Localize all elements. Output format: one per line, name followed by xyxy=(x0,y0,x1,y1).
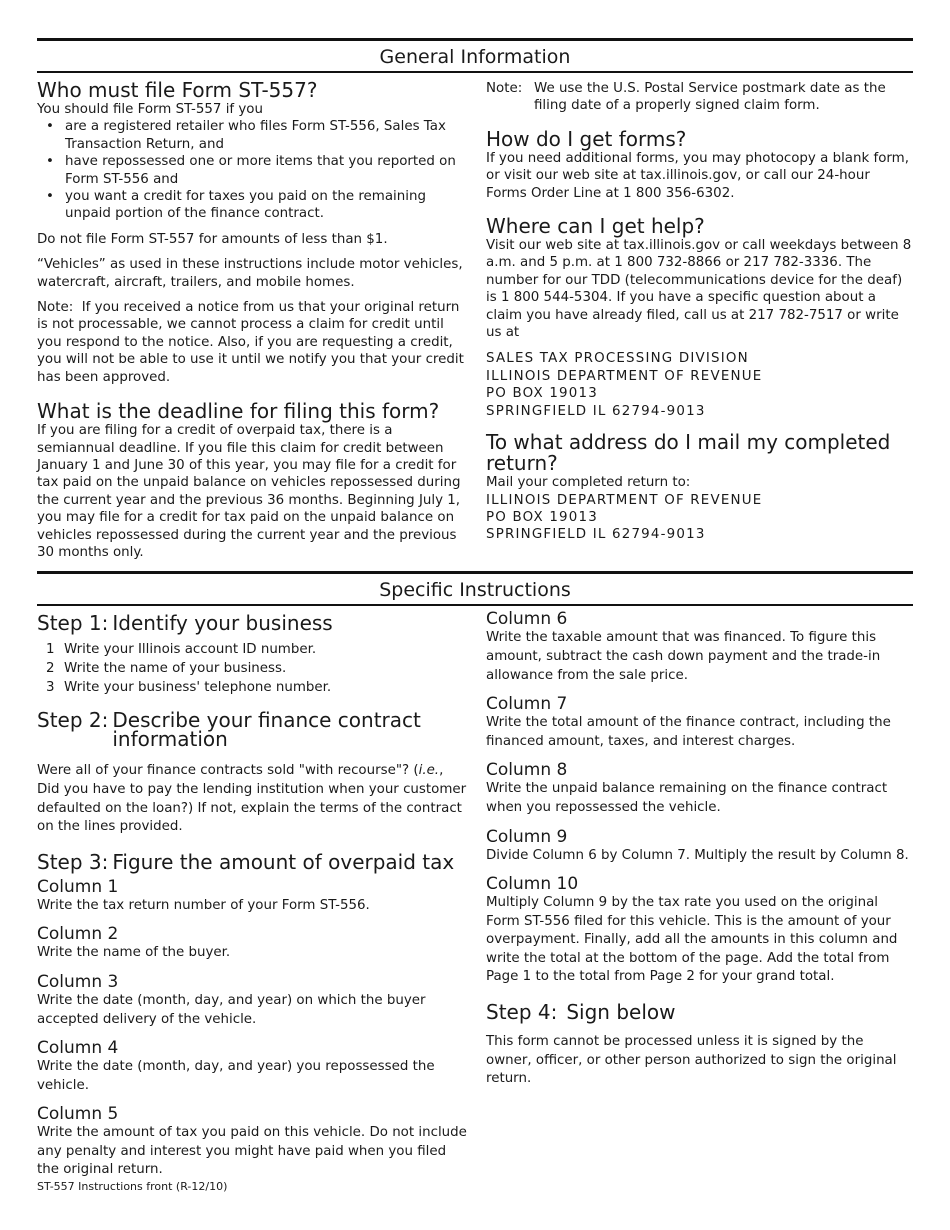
note-text: If you received a notice from us that your original return is not processable, we cannot process a claim for credit until you respond to the notice. Also, if you are requesting a credit, you will not be able to use it until we notify you that your credit has been approved. xyxy=(37,300,464,385)
column-heading: Column 5 xyxy=(37,1104,119,1125)
step4-heading xyxy=(486,1001,913,1023)
step2-ie: i.e. xyxy=(418,763,440,779)
column-instruction xyxy=(37,1038,467,1095)
column-text: Write the unpaid balance remaining on the finance contract when you repossessed the vehicle. xyxy=(486,781,888,815)
item-number: 1 xyxy=(46,642,55,658)
column-text: Write the date (month, day, and year) on which the buyer accepted delivery of the vehicle. xyxy=(37,992,426,1027)
column-text: Write the date (month, day, and year) you repossessed the vehicle. xyxy=(37,1059,435,1093)
specific-columns xyxy=(37,609,913,1180)
column-heading: Column 9 xyxy=(486,826,568,847)
item-text: Write your business' telephone number. xyxy=(64,680,332,696)
who-must-file-heading: Who must file Form ST-557? xyxy=(37,78,318,102)
get-forms-text: If you need additional forms, you may photocopy a blank form, or visit our web site at tax.illinois.gov, or call our 24-hour Forms Order Line at 1 800 356-6302. xyxy=(486,150,909,201)
column-text: Multiply Column 9 by the tax rate you used on the original Form ST-556 filed for this vehicle. This is the amount of your overpayment. Finally, add all the amounts in this column and write the total at the bottom of the page. Add the total from Page 1 to the total from Page 2 for your grand total. xyxy=(486,895,898,985)
step2-text-b: , Did you have to pay the lending institution when your customer defaulted on the loan?) If not, explain the terms of the contract on the lines provided. xyxy=(37,763,467,835)
list-item xyxy=(37,640,467,659)
address-line: ILLINOIS DEPARTMENT OF REVENUE xyxy=(486,492,763,508)
list-item xyxy=(37,678,467,697)
column-heading: Column 8 xyxy=(486,760,568,781)
column-instruction xyxy=(486,874,913,987)
step1-heading xyxy=(37,612,467,634)
note-label: Note: xyxy=(37,300,74,316)
address-line: SALES TAX PROCESSING DIVISION xyxy=(486,351,749,367)
step2-text-a: Were all of your finance contracts sold "with recourse"? ( xyxy=(37,763,419,779)
column-text: Write the tax return number of your Form ST-556. xyxy=(37,897,370,913)
notice-note xyxy=(37,299,467,386)
column-instruction xyxy=(486,760,913,817)
column-text: Write the amount of tax you paid on this vehicle. Do not include any penalty and interest you might have paid when you filed the original return. xyxy=(37,1125,467,1178)
step2-title: Describe your finance contract information xyxy=(112,708,421,752)
item-number: 2 xyxy=(46,661,55,677)
column-heading: Column 7 xyxy=(486,694,568,715)
do-not-emphasis: Do not xyxy=(37,231,82,247)
general-columns xyxy=(37,77,913,561)
step4-text: This form cannot be processed unless it is signed by the owner, officer, or other person authorized to sign the original return. xyxy=(486,1034,897,1087)
general-information-header: General Information xyxy=(37,38,913,73)
list-item: • have repossessed one or more items that you reported on Form ST-556 and xyxy=(37,153,467,188)
step4-key: Step 4: xyxy=(486,1000,558,1025)
deadline-heading: What is the deadline for filing this form? xyxy=(37,399,440,424)
column-instruction xyxy=(486,609,913,685)
column-instruction xyxy=(486,694,913,751)
step1-list xyxy=(37,640,467,697)
column-heading: Column 3 xyxy=(37,971,119,992)
column-instruction xyxy=(37,877,467,916)
postmark-note-text: We use the U.S. Postal Service postmark date as the filing date of a properly signed claim form. xyxy=(534,81,886,114)
step3-key: Step 3: xyxy=(37,849,109,874)
document-page xyxy=(37,38,913,1180)
address-line: SPRINGFIELD IL 62794-9013 xyxy=(486,527,706,543)
get-help-text: Visit our web site at tax.illinois.gov or call weekdays between 8 a.m. and 5 p.m. at 1 800 732-8866 or 217 782-3336. The number for our TDD (telecommunications device for the deaf) is 1 800 544-5304. If you have a specific question about a claim you have already filed, call us at 217 782-7517 or write us at xyxy=(486,238,912,341)
mail-intro: Mail your completed return to: xyxy=(486,475,691,491)
who-bullet-list xyxy=(37,118,467,222)
column-instruction xyxy=(486,827,913,866)
column-heading: Column 2 xyxy=(37,924,119,945)
who-intro: You should file Form ST-557 if you xyxy=(37,102,263,117)
step2-key: Step 2: xyxy=(37,708,109,733)
column-heading: Column 10 xyxy=(486,874,579,895)
do-not-file-text xyxy=(37,231,467,248)
step1-title: Identify your business xyxy=(112,611,333,636)
specific-left-column xyxy=(37,609,467,1180)
deadline-text: If you are filing for a credit of overpaid tax, there is a semiannual deadline. If you file this claim for credit between January 1 and June 30 of this year, you may file for a credit for tax paid on the unpaid balance on vehicles repossessed during the current year and the previous 36 months. Beginning July 1, you may file for a credit for tax paid on the unpaid balance on vehicles repossessed during the current year and the previous 30 months only. xyxy=(37,423,461,560)
general-left-column xyxy=(37,77,467,561)
column-text: Divide Column 6 by Column 7. Multiply the result by Column 8. xyxy=(486,847,909,863)
column-instruction xyxy=(37,924,467,963)
address-line: PO BOX 19013 xyxy=(486,509,598,525)
get-forms-heading: How do I get forms? xyxy=(486,126,687,151)
specific-right-column xyxy=(486,609,913,1180)
step4-title: Sign below xyxy=(566,1000,676,1025)
vehicles-definition: “Vehicles” as used in these instructions include motor vehicles, watercraft, aircraft, trailers, and mobile homes. xyxy=(37,257,463,290)
column-instruction xyxy=(37,1104,467,1180)
step2-text xyxy=(37,762,467,836)
column-heading: Column 1 xyxy=(37,876,119,897)
address-line: SPRINGFIELD IL 62794-9013 xyxy=(486,403,706,419)
column-heading: Column 4 xyxy=(37,1038,119,1059)
postmark-note-label: Note: xyxy=(486,81,523,96)
list-item xyxy=(37,659,467,678)
column-text: Write the name of the buyer. xyxy=(37,945,231,961)
column-heading: Column 6 xyxy=(486,609,568,630)
column-text: Write the taxable amount that was financed. To figure this amount, subtract the cash down payment and the trade-in allowance from the sale price. xyxy=(486,630,881,683)
item-number: 3 xyxy=(46,680,55,696)
postmark-note xyxy=(486,80,913,115)
form-footer: ST-557 Instructions front (R-12/10) xyxy=(37,1180,228,1193)
do-not-rest: file Form ST-557 for amounts of less than $1. xyxy=(81,231,388,247)
help-address xyxy=(486,350,913,420)
step3-title: Figure the amount of overpaid tax xyxy=(112,849,455,874)
column-text: Write the total amount of the finance contract, including the financed amount, taxes, and interest charges. xyxy=(486,715,891,749)
step2-heading xyxy=(37,708,467,752)
specific-instructions-header: Specific Instructions xyxy=(37,571,913,606)
step1-key: Step 1: xyxy=(37,611,109,636)
mail-address-heading: To what address do I mail my completed return? xyxy=(486,430,891,476)
item-text: Write the name of your business. xyxy=(64,661,287,677)
address-line: ILLINOIS DEPARTMENT OF REVENUE xyxy=(486,368,763,384)
item-text: Write your Illinois account ID number. xyxy=(64,642,317,658)
list-item: • you want a credit for taxes you paid on the remaining unpaid portion of the finance contract. xyxy=(37,188,467,223)
address-line: PO BOX 19013 xyxy=(486,386,598,402)
mail-address xyxy=(486,492,913,544)
get-help-heading: Where can I get help? xyxy=(486,214,705,239)
step3-heading xyxy=(37,851,467,873)
column-instruction xyxy=(37,972,467,1029)
general-right-column xyxy=(486,77,913,561)
list-item: • are a registered retailer who files Form ST-556, Sales Tax Transaction Return, and xyxy=(37,118,467,153)
